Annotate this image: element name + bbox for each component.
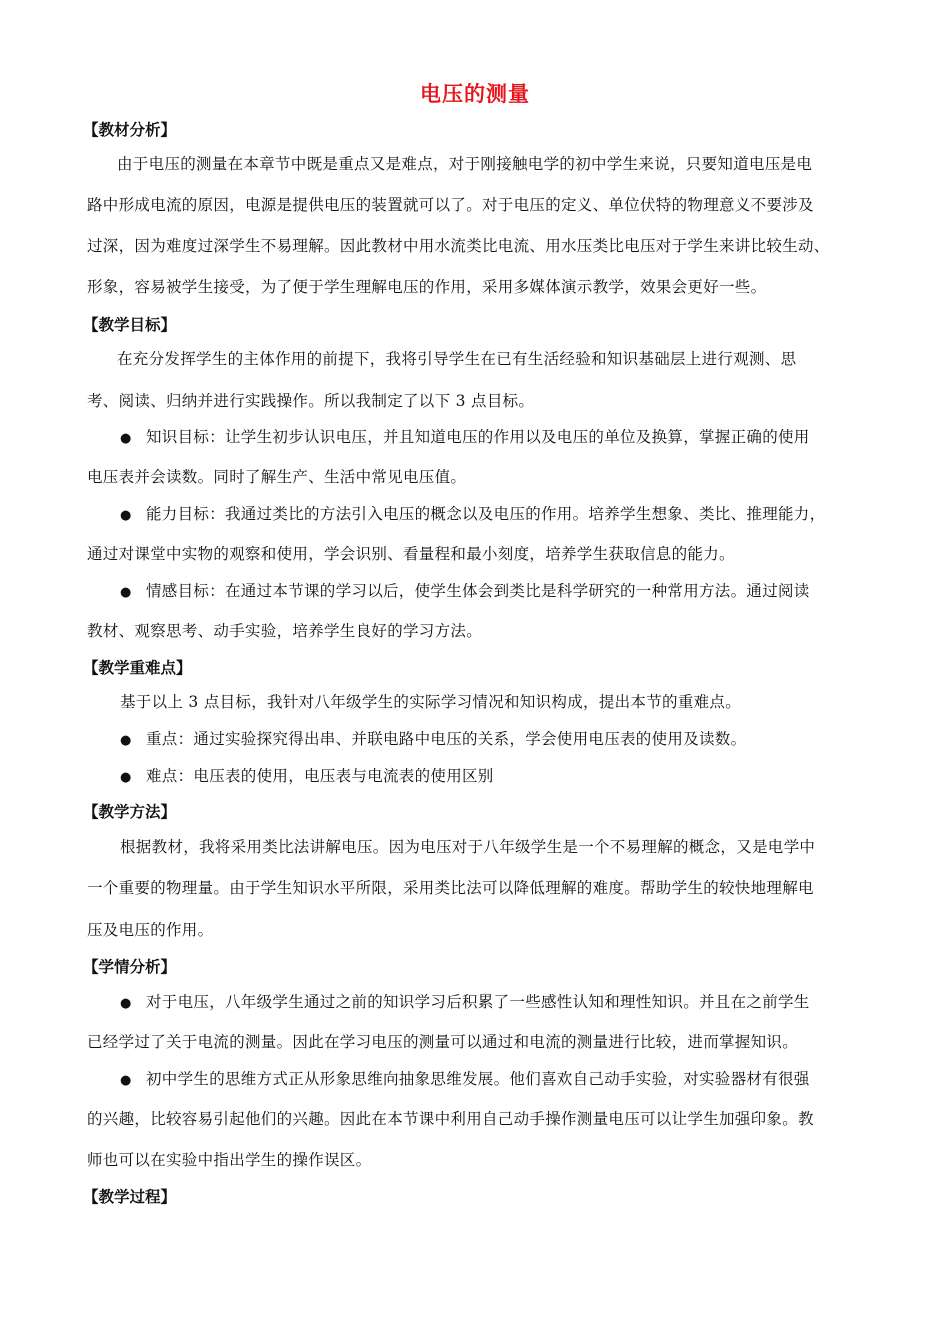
bullet-item: [120, 766, 494, 788]
bullet-text: 难点：电压表的使用，电压表与电流表的使用区别: [146, 767, 494, 785]
bullet-icon: ●: [120, 431, 132, 446]
paragraph-line: 压及电压的作用。: [87, 921, 214, 939]
paragraph-line: 一个重要的物理量。由于学生知识水平所限，采用类比法可以降低理解的难度。帮助学生的较快地理解电: [87, 879, 814, 897]
paragraph-line: 路中形成电流的原因，电源是提供电压的装置就可以了。对于电压的定义、单位伏特的物理意义不要涉及: [87, 196, 814, 214]
paragraph-line: 通过对课堂中实物的观察和使用，学会识别、看量程和最小刻度，培养学生获取信息的能力。: [87, 545, 735, 563]
paragraph-line: 教材、观察思考、动手实验，培养学生良好的学习方法。: [87, 622, 483, 640]
bullet-text: 重点：通过实验探究得出串、并联电路中电压的关系，学会使用电压表的使用及读数。: [146, 730, 747, 748]
bullet-text: 知识目标：让学生初步认识电压，并且知道电压的作用以及电压的单位及换算，掌握正确的使用: [146, 428, 810, 446]
bullet-icon: ●: [120, 770, 132, 785]
bullet-item: [120, 729, 746, 751]
bullet-text: 初中学生的思维方式正从形象思维向抽象思维发展。他们喜欢自己动手实验，对实验器材有很强: [146, 1070, 810, 1088]
paragraph-line: 过深，因为难度过深学生不易理解。因此教材中用水流类比电流、用水压类比电压对于学生来讲比较生动、: [87, 237, 830, 255]
bullet-item: [120, 504, 825, 526]
paragraph-line: 电压表并会读数。同时了解生产、生活中常见电压值。: [87, 468, 467, 486]
paragraph-line: 由于电压的测量在本章节中既是重点又是难点，对于刚接触电学的初中学生来说，只要知道电压是电: [117, 155, 813, 173]
paragraph-line: 在充分发挥学生的主体作用的前提下，我将引导学生在已有生活经验和知识基础层上进行观测、思: [117, 350, 797, 368]
paragraph-line: 考、阅读、归纳并进行实践操作。所以我制定了以下 3 点目标。: [87, 392, 535, 410]
bullet-icon: ●: [120, 733, 132, 748]
heading-material-analysis: 【教材分析】: [83, 121, 177, 139]
bullet-icon: ●: [120, 508, 132, 523]
bullet-icon: ●: [120, 1073, 132, 1088]
heading-process: 【教学过程】: [83, 1188, 177, 1206]
bullet-item: [120, 581, 810, 603]
bullet-text: 情感目标：在通过本节课的学习以后，使学生体会到类比是科学研究的一种常用方法。通过阅读: [146, 582, 810, 600]
bullet-text: 能力目标：我通过类比的方法引入电压的概念以及电压的作用。培养学生想象、类比、推理能力，: [146, 505, 826, 523]
bullet-icon: ●: [120, 585, 132, 600]
bullet-icon: ●: [120, 996, 132, 1011]
page-title: 电压的测量: [420, 82, 530, 106]
heading-key-points: 【教学重难点】: [83, 659, 192, 677]
heading-methods: 【教学方法】: [83, 803, 177, 821]
paragraph-line: 的兴趣，比较容易引起他们的兴趣。因此在本节课中利用自己动手操作测量电压可以让学生加强印象。教: [87, 1110, 814, 1128]
heading-learner-analysis: 【学情分析】: [83, 958, 177, 976]
bullet-item: [120, 1069, 810, 1091]
bullet-item: [120, 992, 810, 1014]
paragraph-line: 基于以上 3 点目标，我针对八年级学生的实际学习情况和知识构成，提出本节的重难点。: [120, 693, 742, 711]
paragraph-line: 根据教材，我将采用类比法讲解电压。因为电压对于八年级学生是一个不易理解的概念，又是电学中: [120, 838, 816, 856]
paragraph-line: 已经学过了关于电流的测量。因此在学习电压的测量可以通过和电流的测量进行比较，进而掌握知识。: [87, 1033, 799, 1051]
heading-teaching-goals: 【教学目标】: [83, 316, 177, 334]
bullet-item: [120, 427, 810, 449]
bullet-text: 对于电压，八年级学生通过之前的知识学习后积累了一些感性认知和理性知识。并且在之前学生: [146, 993, 810, 1011]
paragraph-line: 师也可以在实验中指出学生的操作误区。: [87, 1151, 372, 1169]
paragraph-line: 形象，容易被学生接受，为了便于学生理解电压的作用，采用多媒体演示教学，效果会更好一些。: [87, 278, 767, 296]
